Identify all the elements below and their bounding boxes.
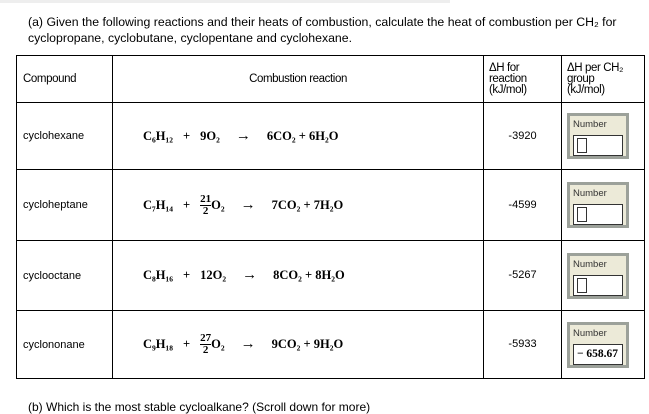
num: 27 <box>200 332 212 344</box>
number-input-box <box>567 322 629 368</box>
dh-value: -4599 <box>484 170 562 241</box>
arrow-icon: → <box>240 196 256 213</box>
compound-name: cyclononane <box>17 311 113 379</box>
number-input[interactable] <box>573 275 623 296</box>
plus: + <box>183 268 191 282</box>
number-input-box <box>567 182 629 228</box>
h3: (kJ/mol) <box>489 83 527 96</box>
number-input[interactable]: − 658.67 <box>573 344 623 365</box>
den: 2 <box>202 204 209 217</box>
header-row <box>17 56 645 103</box>
o2-coef: 9 <box>200 128 207 143</box>
text-cursor <box>577 207 587 222</box>
number-input[interactable] <box>573 204 623 225</box>
answer-cell <box>562 241 645 311</box>
reaction <box>113 103 484 170</box>
number-label: Number <box>573 188 607 199</box>
question-a: (a) Given the following reactions and their heats of combustion, calculate the heat of combustion per CH₂ for cyclopropane, cyclobutane, cyclopentane and cyclohexane. <box>28 15 617 45</box>
reaction <box>113 311 484 379</box>
arrow-icon: → <box>242 267 258 283</box>
o2: O₂ <box>206 128 220 143</box>
products: 7CO₂ + 7H₂O <box>271 197 344 212</box>
reaction <box>113 241 484 311</box>
combustion-table <box>16 55 645 379</box>
reactant: C₇H₁₄ <box>143 197 173 212</box>
table-row <box>17 241 645 311</box>
o2-coef: 12 <box>200 268 213 282</box>
num: 21 <box>200 192 212 205</box>
header-compound: Compound <box>17 56 113 103</box>
reaction <box>113 170 484 241</box>
products: 9CO₂ + 9H₂O <box>271 337 344 351</box>
compound-name: cyclohexane <box>17 103 113 170</box>
answer-cell <box>562 103 645 170</box>
p2: group <box>567 72 595 85</box>
plus: + <box>183 337 191 351</box>
o2: O₂ <box>212 268 227 282</box>
table-row <box>17 311 645 379</box>
table-row <box>17 103 645 170</box>
text-cursor <box>577 278 587 293</box>
compound-name: cyclooctane <box>17 241 113 311</box>
number-input[interactable] <box>573 135 623 156</box>
top-divider <box>0 0 450 3</box>
number-label: Number <box>573 327 607 339</box>
products: 6CO₂ + 6H₂O <box>266 128 339 143</box>
h2: reaction <box>489 72 527 85</box>
number-label: Number <box>573 119 607 130</box>
header-dh <box>484 56 562 103</box>
h1: ΔH for <box>489 61 520 74</box>
products: 8CO₂ + 8H₂O <box>273 268 345 282</box>
dh-value: -5933 <box>484 311 562 379</box>
reactant: C₆H₁₂ <box>143 128 173 143</box>
header-dh-per-ch2 <box>562 56 645 103</box>
reactant: C₉H₁₈ <box>143 337 173 351</box>
number-label: Number <box>573 258 607 270</box>
answer-cell <box>562 170 645 241</box>
dh-value: -3920 <box>484 103 562 170</box>
arrow-icon: → <box>235 127 251 144</box>
o2-fraction <box>200 333 211 356</box>
answer-cell <box>562 311 645 379</box>
plus: + <box>183 197 191 212</box>
dh-value: -5267 <box>484 241 562 311</box>
o2: O₂ <box>211 197 225 212</box>
header-reaction: Combustion reaction <box>113 56 484 103</box>
o2-fraction <box>200 194 211 217</box>
compound-name: cycloheptane <box>17 170 113 241</box>
plus: + <box>183 128 191 143</box>
question-b: (b) Which is the most stable cycloalkane? (Scroll down for more) <box>28 400 371 414</box>
p3: (kJ/mol) <box>567 83 605 96</box>
table-row <box>17 170 645 241</box>
den: 2 <box>202 344 209 356</box>
o2: O₂ <box>211 337 225 351</box>
reactant: C₈H₁₆ <box>143 268 173 282</box>
arrow-icon: → <box>240 336 256 352</box>
number-input-box <box>567 113 629 159</box>
p1: ΔH per CH₂ <box>567 61 624 74</box>
number-input-box <box>567 253 629 299</box>
text-cursor <box>577 138 587 153</box>
